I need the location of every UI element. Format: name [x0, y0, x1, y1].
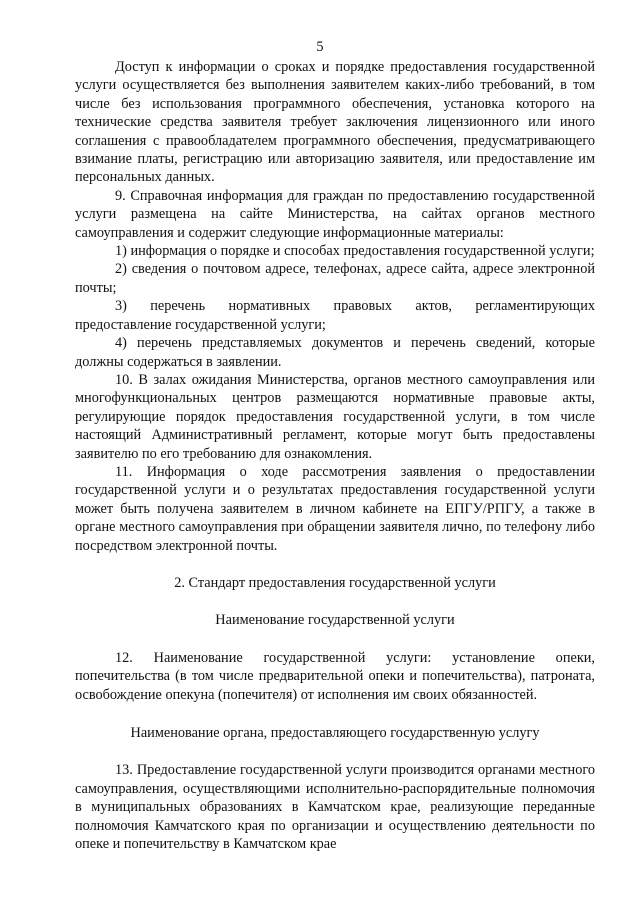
subheading-service-body: Наименование органа, предоставляющего государственную услугу	[130, 725, 540, 741]
paragraph-9: 9. Справочная информация для граждан по предоставлению государственной услуги размещена на сайте Министерства, на сайтах органов местного самоуправления и содержит следующие информационные материалы:	[75, 187, 595, 241]
document-body	[75, 58, 595, 853]
paragraph-11: 11. Информация о ходе рассмотрения заявления о предоставлении государственной услуги и о результатах предоставления государственной услуги может быть получена заявителем в личном кабинете на ЕПГУ/РПГУ, а также в органе местного самоуправления при обращении заявителя лично, по телефону либо посредством электронной почты.	[75, 463, 595, 554]
list-item-1: 1) информация о порядке и способах предоставления государственной услуги;	[115, 243, 595, 260]
page-number: 5	[316, 39, 324, 55]
paragraph-access-info: Доступ к информации о сроках и порядке предоставления государственной услуги осуществляется без выполнения заявителем каких-либо требований, в том числе без использования программного обеспечения, установка которого на технические средства заявителя требует заключения лицензионного или иного соглашения с правообладателем программного обеспечения, предусматривающего взимание платы, регистрацию или авторизацию заявителя, или предоставление им персональных данных.	[75, 59, 595, 186]
paragraph-13: 13. Предоставление государственной услуги производится органами местного самоуправления, осуществляющими исполнительно-распорядительные полномочия в муниципальных образованиях в Камчатском крае, реализующие переданные полномочия Камчатского края по организации и осуществлению деятельности по опеке и попечительству в Камчатском крае	[75, 762, 595, 853]
paragraph-10: 10. В залах ожидания Министерства, органов местного самоуправления или многофункциональных центров размещаются нормативные правовые акты, регулирующие порядок предоставления государственной услуги, в том числе настоящий Административный регламент, которые могут быть предоставлены заявителю по его требованию для ознакомления.	[75, 371, 595, 462]
subheading-service-name: Наименование государственной услуги	[215, 612, 455, 629]
list-item-3: 3) перечень нормативных правовых актов, регламентирующих предоставление государственной услуги;	[75, 298, 595, 333]
list-item-2: 2) сведения о почтовом адресе, телефонах, адресе сайта, адресе электронной почты;	[75, 261, 595, 296]
list-item-4: 4) перечень представляемых документов и перечень сведений, которые должны содержаться в заявлении.	[75, 335, 595, 370]
section-heading: 2. Стандарт предоставления государственной услуги	[174, 574, 496, 591]
paragraph-12: 12. Наименование государственной услуги: установление опеки, попечительства (в том числе предварительной опеки и попечительства), патроната, освобождение опекуна (попечителя) от исполнения им своих обязанностей.	[75, 649, 595, 703]
